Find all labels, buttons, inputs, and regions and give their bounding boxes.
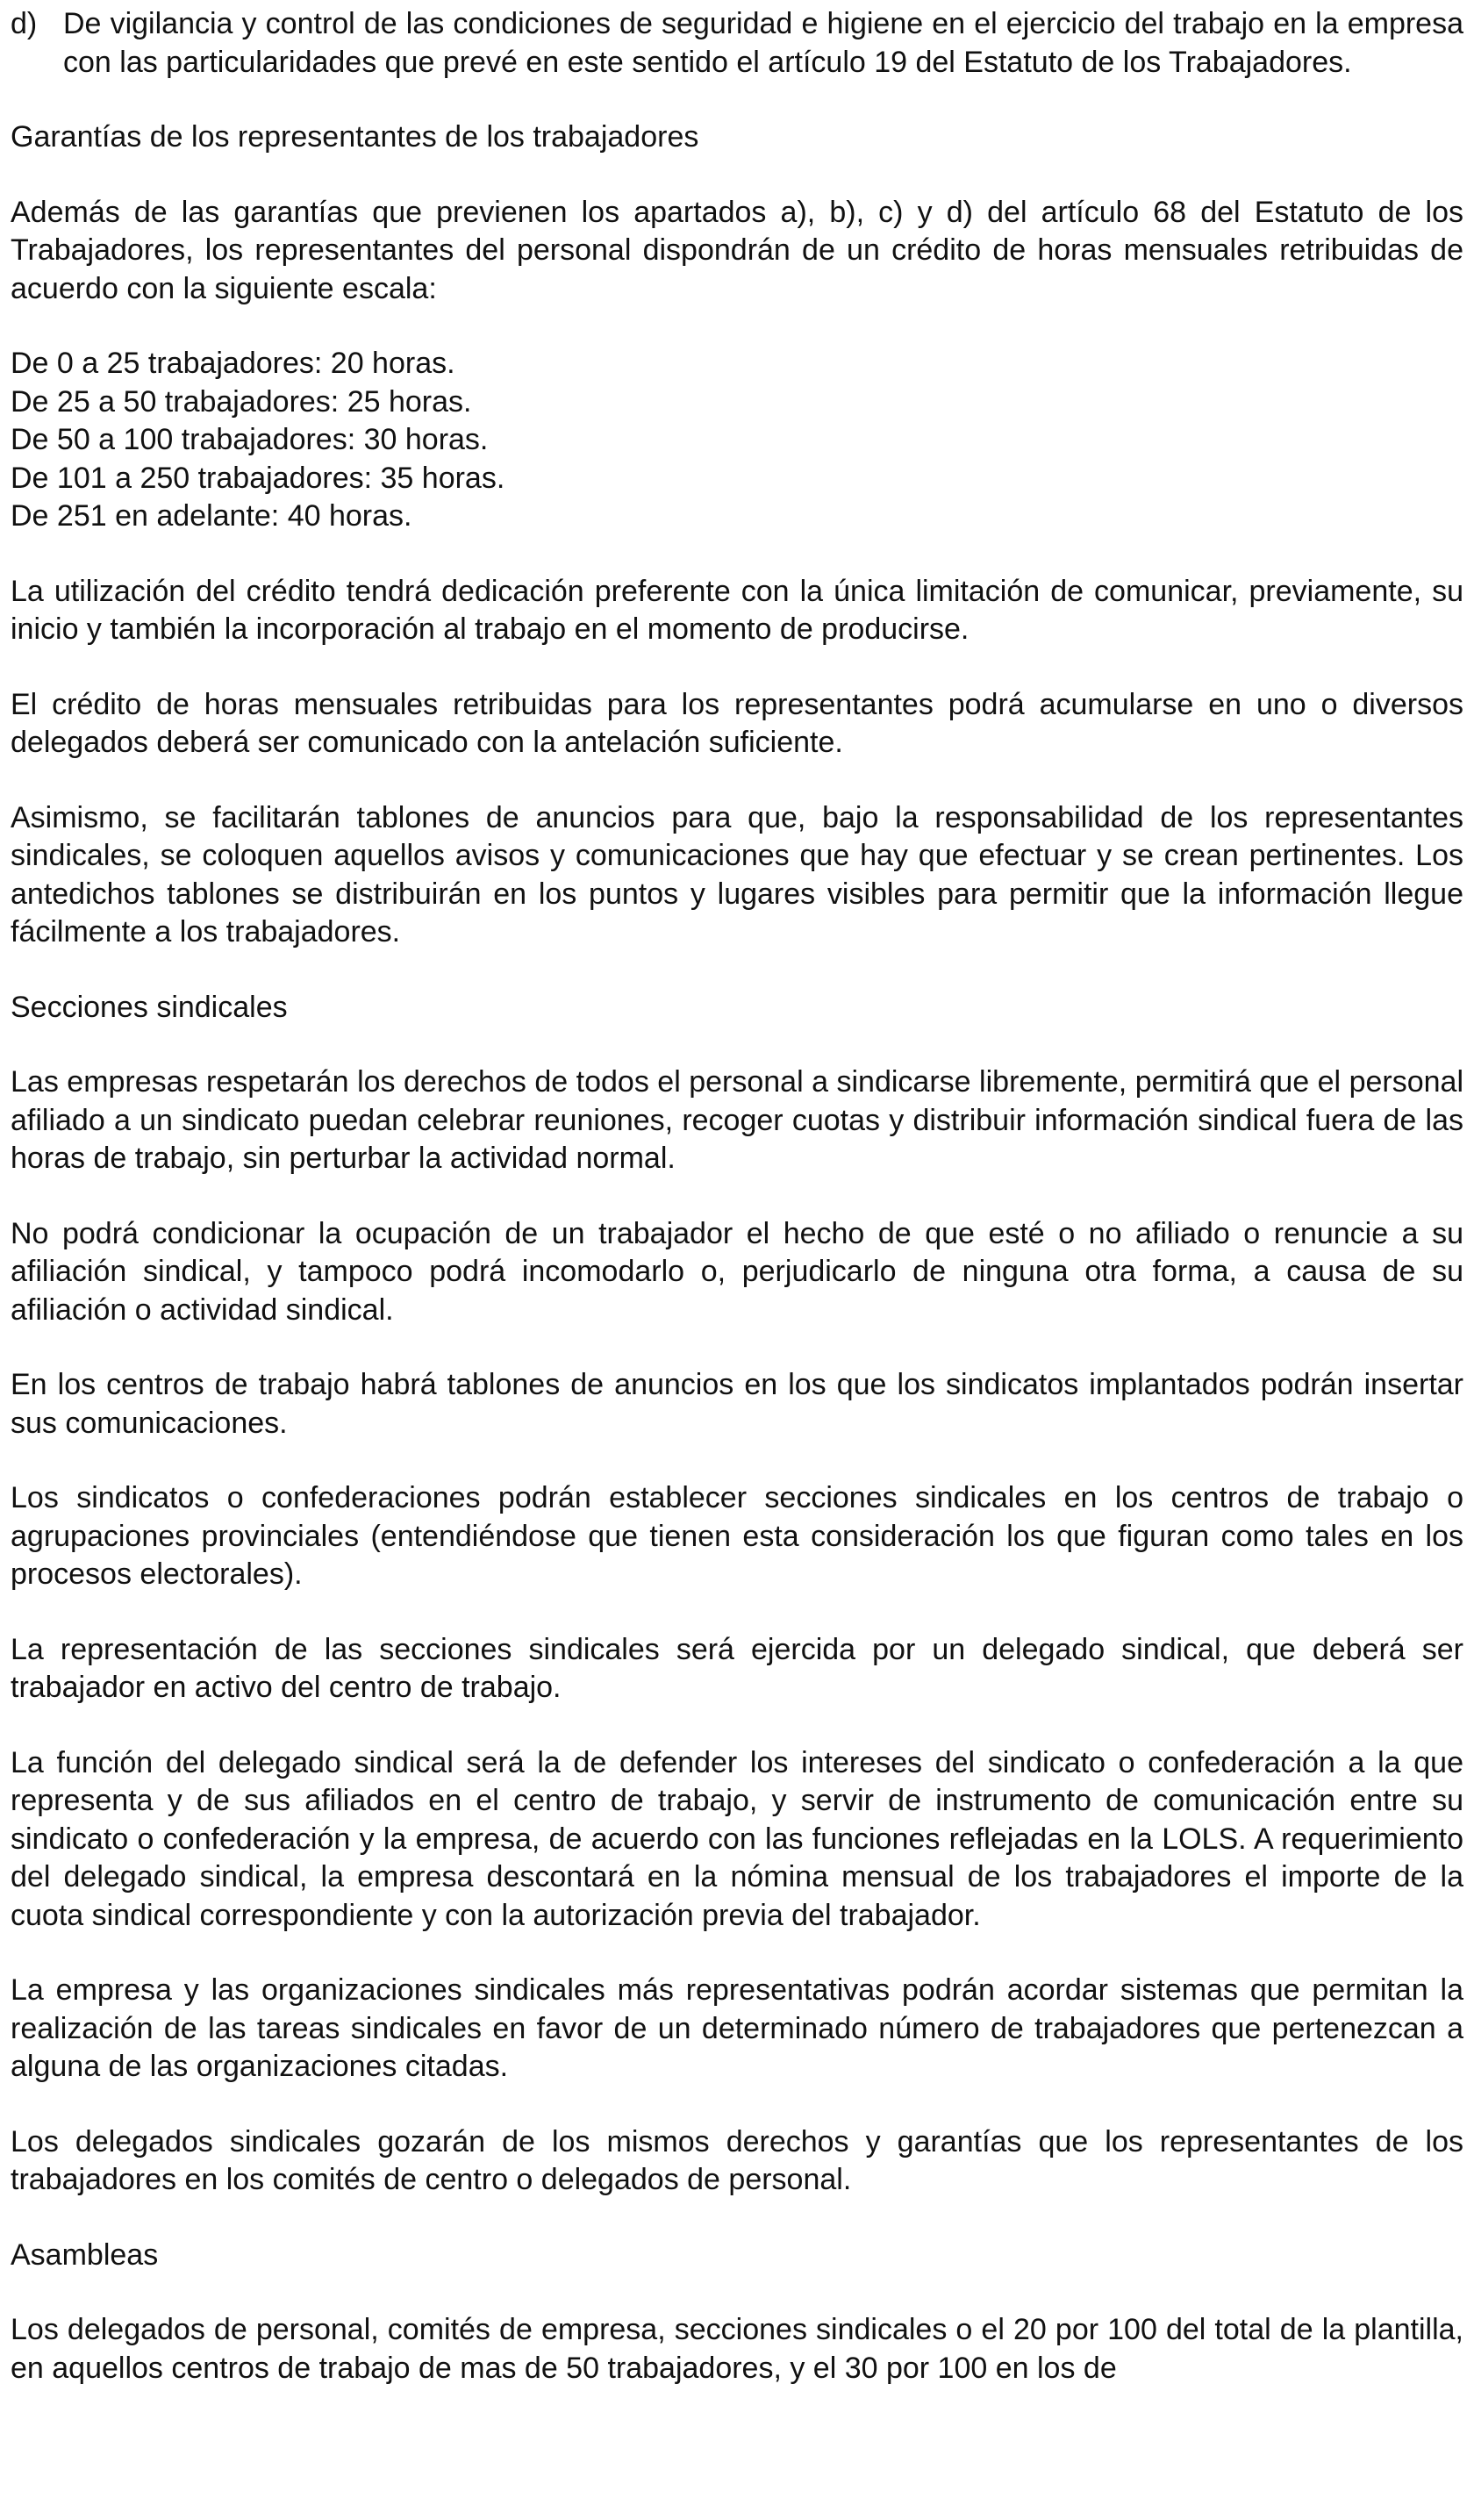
- paragraph-empresa-organizaciones: La empresa y las organizaciones sindicales más representativas podrán acordar sistemas que permitan la realización de las tareas sindicales en favor de un determinado número de trabajadores que pertenezcan a alguna de las organizaciones citadas.: [11, 1973, 1463, 2083]
- scale-line: De 25 a 50 trabajadores: 25 horas.: [11, 384, 472, 419]
- paragraph-delegados: Los delegados sindicales gozarán de los mismos derechos y garantías que los representantes de los trabajadores en los comités de centro o delegados de personal.: [11, 2124, 1463, 2196]
- scale-line: De 251 en adelante: 40 horas.: [11, 499, 412, 533]
- scale-line: De 101 a 250 trabajadores: 35 horas.: [11, 461, 505, 495]
- section-heading-asambleas: Asambleas: [11, 2237, 159, 2272]
- hours-scale-list: [11, 345, 1463, 536]
- section-heading-secciones: Secciones sindicales: [11, 990, 288, 1024]
- paragraph-empresas: Las empresas respetarán los derechos de todos el personal a sindicarse libremente, permitirá que el personal afiliado a un sindicato puedan celebrar reuniones, recoger cuotas y distribuir información sindical fuera de las horas de trabajo, sin perturbar la actividad normal.: [11, 1065, 1463, 1175]
- paragraph-sindicatos: Los sindicatos o confederaciones podrán establecer secciones sindicales en los centros de trabajo o agrupaciones provinciales (entendiéndose que tienen esta consideración los que figuran como tales en los procesos electorales).: [11, 1481, 1463, 1591]
- list-item-text: De vigilancia y control de las condiciones de seguridad e higiene en el ejercicio del trabajo en la empresa con las particularidades que prevé en este sentido el artículo 19 del Estatuto de los Trabajadores.: [63, 7, 1463, 79]
- paragraph-funcion: La función del delegado sindical será la de defender los intereses del sindicato o confederación a la que representa y de sus afiliados en el centro de trabajo, y servir de instrumento de comunicación entre su sindicato o confederación y la empresa, de acuerdo con las funciones reflejadas en la LOLS. A requerimiento del delegado sindical, la empresa descontará en la nómina mensual de los trabajadores el importe de la cuota sindical correspondiente y con la autorización previa del trabajador.: [11, 1745, 1463, 1932]
- section-heading-garantias: Garantías de los representantes de los trabajadores: [11, 120, 699, 154]
- scale-line: De 50 a 100 trabajadores: 30 horas.: [11, 423, 489, 456]
- paragraph-representacion: La representación de las secciones sindicales será ejercida por un delegado sindical, que deberá ser trabajador en activo del centro de trabajo.: [11, 1632, 1463, 1704]
- list-item-d: [11, 5, 1463, 82]
- paragraph-no-podra: No podrá condicionar la ocupación de un trabajador el hecho de que esté o no afiliado o renuncie a su afiliación sindical, y tampoco podrá incomodarlo o, perjudicarlo de ninguna otra forma, a causa de su afiliación o actividad sindical.: [11, 1216, 1463, 1327]
- paragraph-credito: El crédito de horas mensuales retribuidas para los representantes podrá acumularse en uno o diversos delegados deberá ser comunicado con la antelación suficiente.: [11, 687, 1463, 759]
- paragraph-centros: En los centros de trabajo habrá tablones de anuncios en los que los sindicatos implantados podrán insertar sus comunicaciones.: [11, 1368, 1463, 1440]
- paragraph-asimismo: Asimismo, se facilitarán tablones de anuncios para que, bajo la responsabilidad de los representantes sindicales, se coloquen aquellos avisos y comunicaciones que hay que efectuar y se crean pertinentes. Los antedichos tablones se distribuirán en los puntos y lugares visibles para permitir que la información llegue fácilmente a los trabajadores.: [11, 800, 1463, 949]
- document-page: [11, 5, 1463, 2388]
- list-marker: d): [11, 7, 38, 40]
- paragraph-asambleas: Los delegados de personal, comités de empresa, secciones sindicales o el 20 por 100 del total de la plantilla, en aquellos centros de trabajo de mas de 50 trabajadores, y el 30 por 100 en los de: [11, 2313, 1463, 2385]
- scale-line: De 0 a 25 trabajadores: 20 horas.: [11, 347, 455, 380]
- paragraph-ademas: Además de las garantías que previenen los apartados a), b), c) y d) del artículo 68 del Estatuto de los Trabajadores, los representantes del personal dispondrán de un crédito de horas mensuales retribuidas de acuerdo con la siguiente escala:: [11, 195, 1463, 305]
- paragraph-utilizacion: La utilización del crédito tendrá dedicación preferente con la única limitación de comunicar, previamente, su inicio y también la incorporación al trabajo en el momento de producirse.: [11, 574, 1463, 646]
